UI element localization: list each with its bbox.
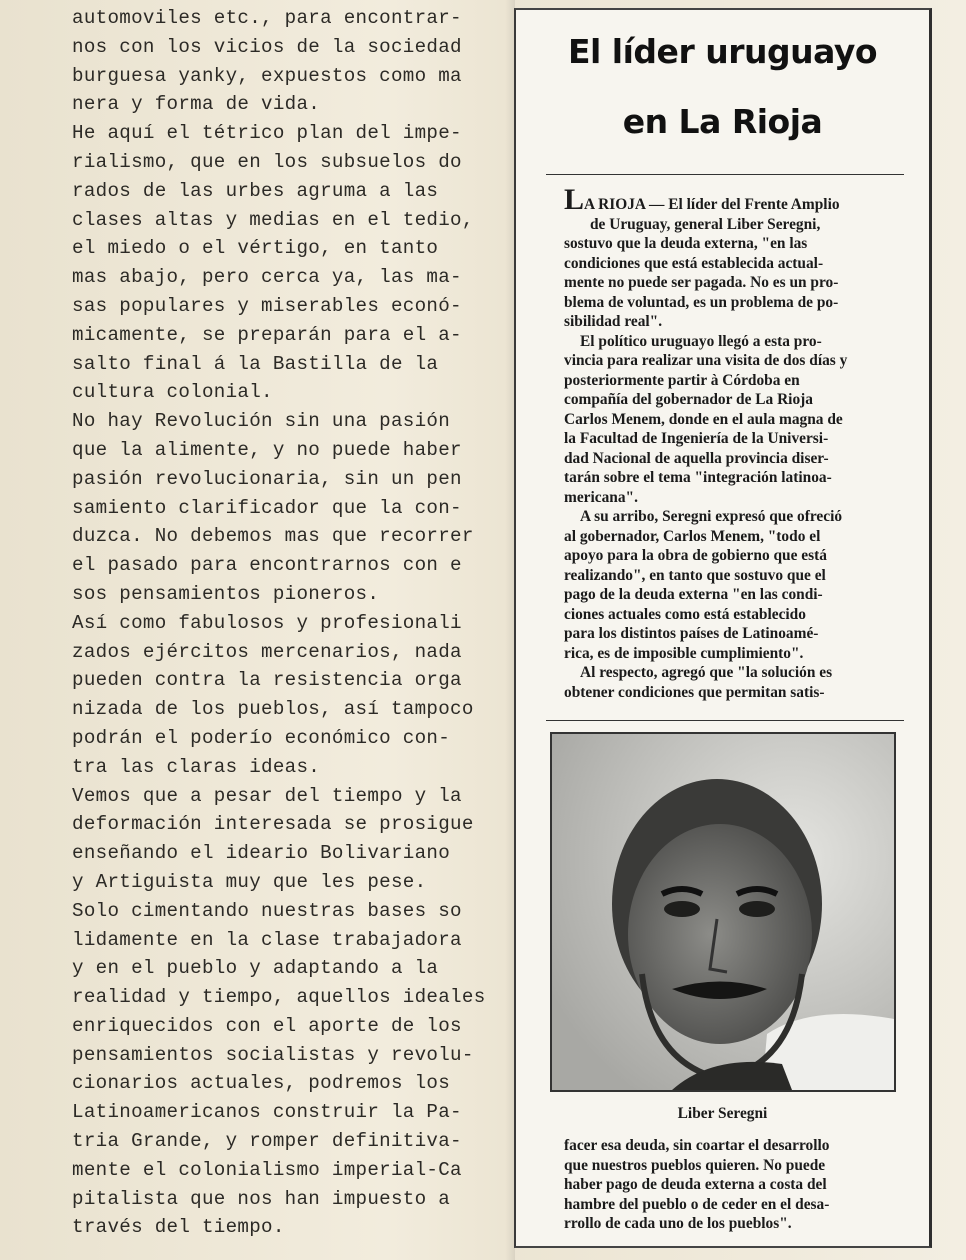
article-body — [564, 183, 912, 702]
typed-line: rialismo, que en los subsuelos do — [72, 150, 462, 173]
drop-cap: L — [564, 183, 585, 216]
typed-line: lidamente en la clase trabajadora — [72, 928, 462, 951]
typed-line: y Artiguista muy que les pese. — [72, 870, 427, 893]
typed-line: cionarios actuales, podremos los — [72, 1072, 451, 1095]
typed-line: sos pensamientos pioneros. — [72, 582, 380, 605]
typed-line: enseñando el ideario Bolivariano — [72, 842, 451, 865]
typed-line: nos con los vicios de la sociedad — [72, 35, 462, 58]
newspaper-clipping — [514, 8, 932, 1248]
article-line: sostuvo que la deuda externa, "en las — [564, 235, 808, 252]
article-line: para los distintos países de Latinoamé- — [564, 625, 819, 642]
typed-line: que la alimente, y no puede haber — [72, 438, 462, 461]
article-line: ciones actuales como está establecido — [564, 605, 806, 623]
continuation-line: facer esa deuda, sin coartar el desarrollo — [564, 1137, 830, 1154]
article-line: rica, es de imposible cumplimiento". — [564, 644, 804, 662]
typed-line: y en el pueblo y adaptando a la — [72, 957, 439, 980]
continuation-line: hambre del pueblo o de ceder en el desa- — [564, 1195, 830, 1213]
article-line: blema de voluntad, es un problema de po- — [564, 293, 839, 311]
article-line: mente no puede ser pagada. No es un pro- — [564, 274, 839, 291]
typed-line: realidad y tiempo, aquellos ideales — [72, 986, 486, 1009]
typed-line: mente el colonialismo imperial-Ca — [72, 1158, 462, 1181]
typed-line: enriquecidos con el aporte de los — [72, 1014, 462, 1037]
typed-line: mas abajo, pero cerca ya, las ma- — [72, 266, 462, 289]
article-line: obtener condiciones que permitan satis- — [564, 683, 825, 701]
article-line: de Uruguay, general Liber Seregni, — [590, 215, 821, 233]
typed-line: nizada de los pueblos, así tampoco — [72, 698, 474, 721]
typed-line: pueden contra la resistencia orga — [72, 669, 462, 692]
article-line: mericana". — [564, 488, 638, 506]
typed-line: zados ejércitos mercenarios, nada — [72, 640, 462, 663]
photo-top-rule — [546, 720, 904, 721]
typed-line: nera y forma de vida. — [72, 93, 321, 116]
continuation-line: que nuestros pueblos quieren. No puede — [564, 1156, 826, 1174]
article-line: sibilidad real". — [564, 313, 663, 330]
typewritten-column — [72, 4, 517, 1242]
typed-line: No hay Revolución sin una pasión — [72, 410, 451, 433]
article-line: pago de la deuda externa "en las condi- — [564, 586, 823, 603]
typed-line: tria Grande, y romper definitiva- — [72, 1130, 462, 1153]
article-line: compañía del gobernador de La Rioja — [564, 391, 813, 408]
typed-line: automoviles etc., para encontrar- — [72, 7, 462, 29]
typed-line: sas populares y miserables econó- — [72, 294, 462, 317]
typed-line: el pasado para encontrarnos con e — [72, 554, 462, 577]
typed-line: He aquí el tétrico plan del impe- — [72, 122, 462, 145]
article-line: la Facultad de Ingeniería de la Universi- — [564, 430, 829, 447]
typed-line: pensamientos socialistas y revolu- — [72, 1043, 474, 1066]
typed-line: samiento clarificador que la con- — [72, 496, 462, 519]
article-line: Carlos Menem, donde en el aula magna de — [564, 410, 843, 428]
article-line: A su arribo, Seregni expresó que ofreció — [580, 508, 843, 525]
typed-line: través del tiempo. — [72, 1216, 285, 1239]
headline-line-2: en La Rioja — [622, 102, 823, 141]
typed-line: micamente, se preparán para el a- — [72, 323, 462, 346]
article-line: realizando", en tanto que sostuvo que el — [564, 566, 826, 584]
article-continuation — [564, 1136, 912, 1234]
typed-line: cultura colonial. — [72, 381, 273, 404]
portrait-illustration — [552, 734, 894, 1090]
typed-line: el miedo o el vértigo, en tanto — [72, 237, 439, 260]
article-line: tarán sobre el tema "integración latinoa- — [564, 469, 832, 486]
typed-line: clases altas y medias en el tedio, — [72, 208, 474, 231]
article-line: condiciones que está establecida actual- — [564, 254, 824, 272]
continuation-line: rrollo de cada uno de los pueblos". — [564, 1215, 792, 1232]
typed-line: burguesa yanky, expuestos como ma — [72, 64, 462, 87]
typed-line: Vemos que a pesar del tiempo y la — [72, 784, 462, 807]
article-line: posteriormente partir à Córdoba en — [564, 371, 800, 389]
article-line: El político uruguayo llegó a esta pro- — [580, 332, 822, 350]
typed-line: Así como fabulosos y profesionali — [72, 611, 462, 634]
article-line: apoyo para la obra de gobierno que está — [564, 547, 827, 564]
typed-line: Solo cimentando nuestras bases so — [72, 899, 462, 922]
typed-line: salto final á la Bastilla de la — [72, 352, 439, 375]
article-line: vincia para realizar una visita de dos días y — [564, 352, 848, 369]
typed-line: pasión revolucionaria, sin un pen — [72, 467, 462, 490]
typed-line: tra las claras ideas. — [72, 755, 321, 778]
headline-rule — [546, 174, 904, 175]
article-line: Al respecto, agregó que "la solución es — [580, 664, 833, 681]
typed-line: rados de las urbes agruma a las — [72, 179, 439, 202]
article-line: LA RIOJA — El líder del Frente Amplio — [564, 183, 840, 216]
typed-line: deformación interesada se prosigue — [72, 813, 474, 836]
headline-line-1: El líder uruguayo — [567, 32, 878, 71]
typed-line: pitalista que nos han impuesto a — [72, 1187, 451, 1210]
article-line: dad Nacional de aquella provincia diser- — [564, 449, 829, 467]
typed-line: podrán el poderío económico con- — [72, 726, 451, 749]
continuation-line: haber pago de deuda externa a costa del — [564, 1176, 827, 1193]
typed-line: Latinoamericanos construir la Pa- — [72, 1101, 462, 1124]
typed-line: duzca. No debemos mas que recorrer — [72, 525, 474, 548]
portrait-photo — [550, 732, 896, 1092]
photo-caption: Liber Seregni — [677, 1105, 768, 1122]
article-line: al gobernador, Carlos Menem, "todo el — [564, 527, 821, 545]
